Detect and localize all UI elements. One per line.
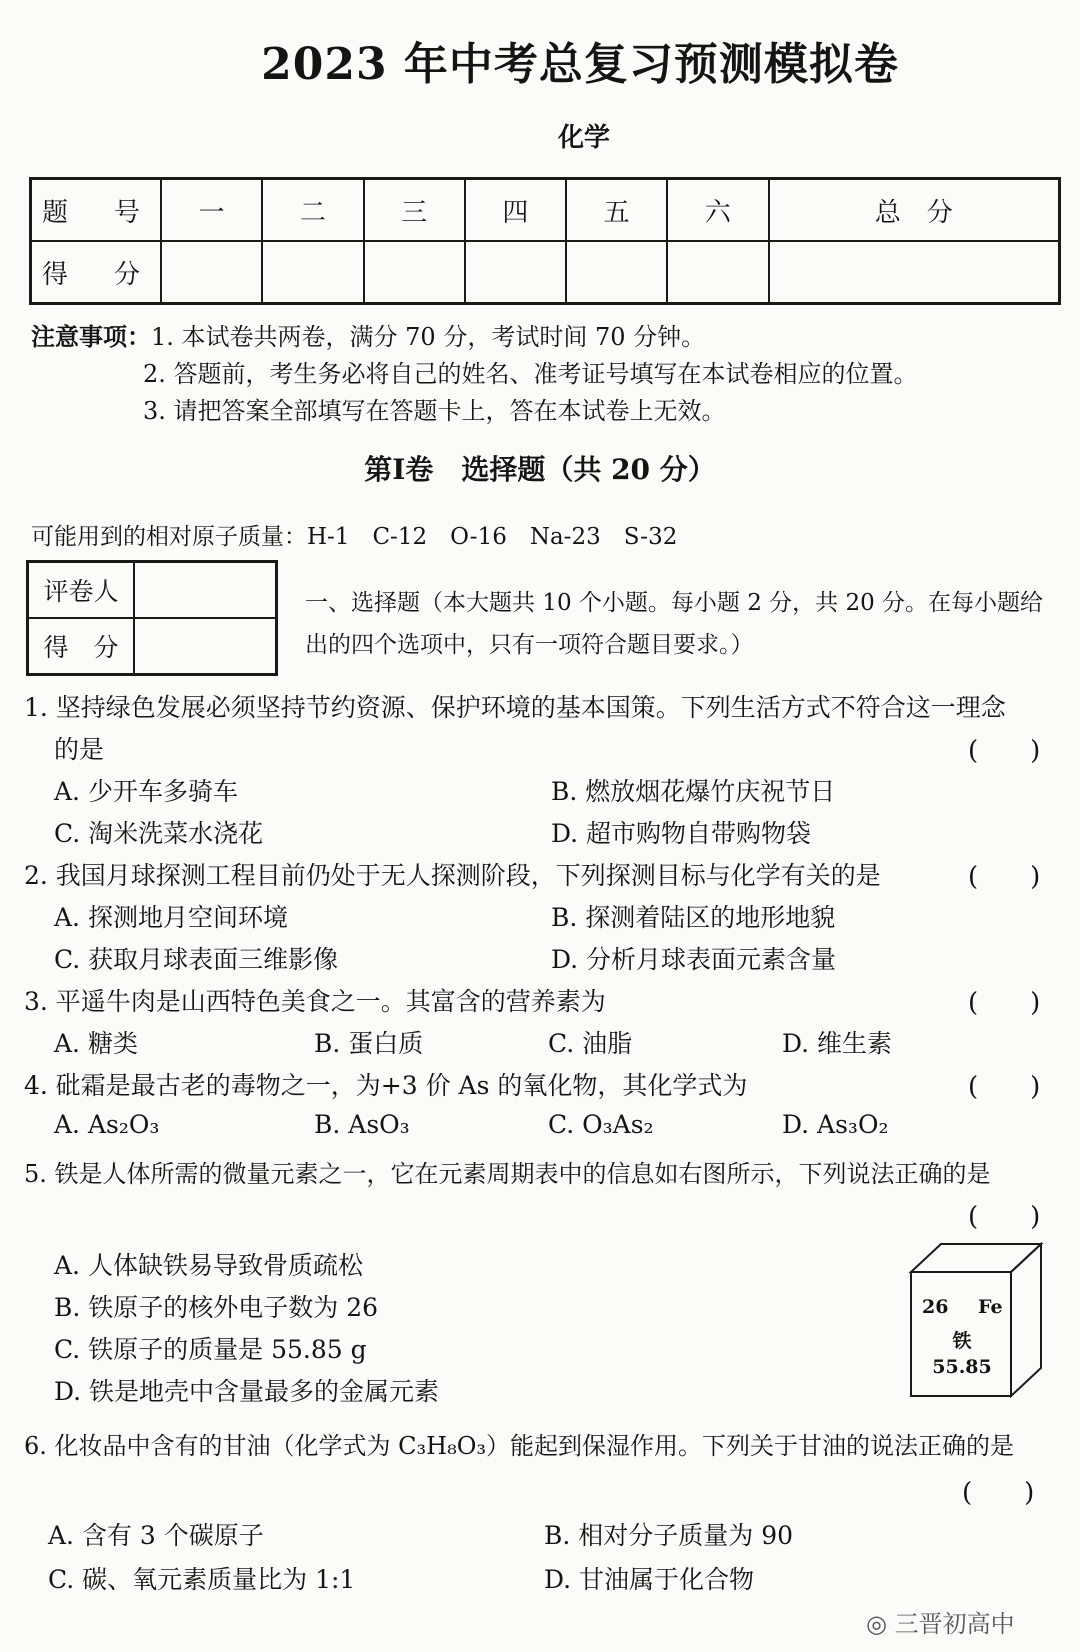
page-title: 2023 年中考总复习预测模拟卷 bbox=[261, 39, 899, 90]
answer-paren: ( ) bbox=[968, 988, 1041, 1018]
option: D. As₃O₂ bbox=[782, 1110, 889, 1139]
option: B. 铁原子的核外电子数为 26 bbox=[54, 1293, 379, 1322]
option: A. 含有 3 个碳原子 bbox=[48, 1521, 264, 1550]
question-3-stem: 3. 平遥牛肉是山西特色美食之一。其富含的营养素为 bbox=[24, 987, 606, 1016]
note-item: 3. 请把答案全部填写在答题卡上，答在本试卷上无效。 bbox=[143, 397, 726, 425]
option: C. 油脂 bbox=[548, 1029, 633, 1058]
option: A. 人体缺铁易导致骨质疏松 bbox=[54, 1251, 363, 1280]
question-1-stem-cont: 的是 bbox=[54, 735, 105, 764]
option: A. 探测地月空间环境 bbox=[54, 903, 288, 932]
option: B. 燃放烟花爆竹庆祝节日 bbox=[551, 777, 836, 806]
notes bbox=[31, 318, 918, 430]
option: B. 蛋白质 bbox=[314, 1029, 424, 1058]
grader-table bbox=[26, 560, 278, 676]
option: B. AsO₃ bbox=[314, 1110, 410, 1139]
question-1-stem: 1. 坚持绿色发展必须坚持节约资源、保护环境的基本国策。下列生活方式不符合这一理念 bbox=[24, 693, 1006, 722]
answer-paren: ( ) bbox=[968, 1202, 1041, 1232]
grader-cell bbox=[134, 618, 277, 675]
element-number: 26 bbox=[922, 1296, 949, 1318]
score-cell bbox=[465, 241, 566, 304]
question-6-stem: 6. 化妆品中含有的甘油（化学式为 C₃H₈O₃）能起到保湿作用。下列关于甘油的说法正确的是 bbox=[24, 1432, 1014, 1460]
grader-cell bbox=[134, 562, 277, 619]
answer-paren: ( ) bbox=[968, 862, 1041, 892]
score-cell bbox=[262, 241, 363, 304]
element-symbol: Fe bbox=[978, 1296, 1003, 1318]
option: C. O₃As₂ bbox=[548, 1110, 654, 1139]
option: B. 探测着陆区的地形地貌 bbox=[551, 903, 836, 932]
notes-label: 注意事项： bbox=[31, 322, 151, 351]
part-one-heading: 一、选择题（本大题共 10 个小题。每小题 2 分，共 20 分。在每小题给出的四个选项中，只有一项符合题目要求。） bbox=[305, 590, 1044, 658]
question-5-stem: 5. 铁是人体所需的微量元素之一，它在元素周期表中的信息如右图所示，下列说法正确的是 bbox=[24, 1160, 991, 1188]
option: A. 糖类 bbox=[54, 1029, 138, 1058]
watermark bbox=[866, 1604, 1015, 1639]
option: C. 碳、氧元素质量比为 1:1 bbox=[48, 1565, 356, 1594]
wechat-icon: ◎ bbox=[866, 1610, 887, 1638]
score-table-col: 二 bbox=[262, 179, 363, 242]
score-table-row-label: 得 分 bbox=[31, 241, 162, 304]
score-cell bbox=[364, 241, 465, 304]
option: D. 分析月球表面元素含量 bbox=[551, 945, 837, 974]
score-table-col: 六 bbox=[667, 179, 768, 242]
note-item: 1. 本试卷共两卷，满分 70 分，考试时间 70 分钟。 bbox=[151, 323, 706, 351]
option: D. 铁是地壳中含量最多的金属元素 bbox=[54, 1377, 440, 1406]
option: C. 获取月球表面三维影像 bbox=[54, 945, 339, 974]
option: C. 铁原子的质量是 55.85 g bbox=[54, 1335, 367, 1364]
score-table bbox=[29, 177, 1061, 305]
watermark-text: 三晋初高中 bbox=[894, 1610, 1015, 1638]
score-table-col: 五 bbox=[566, 179, 667, 242]
score-table-row-label: 题 号 bbox=[31, 179, 162, 242]
grader-label: 得 分 bbox=[28, 618, 135, 675]
score-cell bbox=[566, 241, 667, 304]
note-item: 2. 答题前，考生务必将自己的姓名、准考证号填写在本试卷相应的位置。 bbox=[143, 360, 918, 388]
score-table-col: 四 bbox=[465, 179, 566, 242]
option: A. 少开车多骑车 bbox=[54, 777, 238, 806]
answer-paren: ( ) bbox=[968, 736, 1041, 766]
question-2-stem: 2. 我国月球探测工程目前仍处于无人探测阶段，下列探测目标与化学有关的是 bbox=[24, 861, 881, 890]
option: C. 淘米洗菜水浇花 bbox=[54, 819, 264, 848]
option: D. 超市购物自带购物袋 bbox=[551, 819, 812, 848]
score-cell bbox=[161, 241, 262, 304]
element-mass: 55.85 bbox=[932, 1356, 992, 1378]
score-cell bbox=[769, 241, 1060, 304]
option: D. 甘油属于化合物 bbox=[544, 1565, 755, 1594]
score-table-col: 三 bbox=[364, 179, 465, 242]
score-table-header-row bbox=[31, 179, 1060, 242]
score-cell bbox=[667, 241, 768, 304]
answer-paren: ( ) bbox=[962, 1478, 1035, 1508]
option: B. 相对分子质量为 90 bbox=[544, 1521, 794, 1550]
score-table-col: 总 分 bbox=[769, 179, 1060, 242]
section-title: 第Ⅰ卷 选择题（共 20 分） bbox=[364, 453, 716, 486]
option: D. 维生素 bbox=[782, 1029, 893, 1058]
atomic-mass-line: 可能用到的相对原子质量：H-1 C-12 O-16 Na-23 S-32 bbox=[31, 524, 678, 550]
option: A. As₂O₃ bbox=[54, 1110, 160, 1139]
score-table-col: 一 bbox=[161, 179, 262, 242]
answer-paren: ( ) bbox=[968, 1072, 1041, 1102]
element-name: 铁 bbox=[952, 1330, 972, 1352]
grader-label: 评卷人 bbox=[28, 562, 135, 619]
question-4-stem: 4. 砒霜是最古老的毒物之一，为+3 价 As 的氧化物，其化学式为 bbox=[24, 1071, 748, 1100]
score-table-score-row bbox=[31, 241, 1060, 304]
subject-title: 化学 bbox=[557, 123, 610, 153]
